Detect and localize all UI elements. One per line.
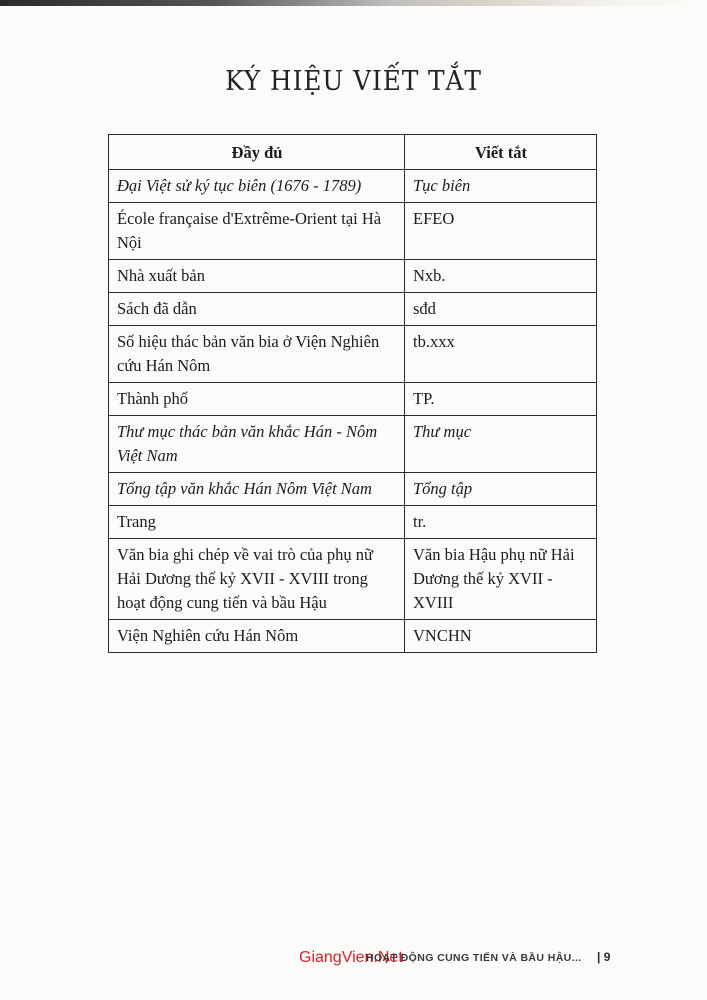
cell-full-name: Đại Việt sử ký tục biên (1676 - 1789): [109, 170, 405, 203]
cell-abbreviation: VNCHN: [405, 620, 597, 653]
table-row: [109, 383, 597, 416]
running-title: HOẠT ĐỘNG CUNG TIẾN VÀ BẦU HẬU...: [366, 952, 582, 964]
table-row: [109, 260, 597, 293]
cell-full-name: Trang: [109, 506, 405, 539]
cell-full-name: Số hiệu thác bản văn bia ở Viện Nghiên cứu Hán Nôm: [109, 326, 405, 383]
cell-full-name: Sách đã dẫn: [109, 293, 405, 326]
abbreviation-table: [108, 134, 597, 653]
table-row: [109, 416, 597, 473]
page-number: | 9: [597, 950, 611, 964]
cell-abbreviation: tr.: [405, 506, 597, 539]
table-row: [109, 326, 597, 383]
cell-full-name: Nhà xuất bản: [109, 260, 405, 293]
cell-abbreviation: Tổng tập: [405, 473, 597, 506]
table-row: [109, 506, 597, 539]
page-title: KÝ HIỆU VIẾT TẮT: [225, 66, 482, 97]
cell-abbreviation: TP.: [405, 383, 597, 416]
cell-abbreviation: sđd: [405, 293, 597, 326]
table-row: [109, 203, 597, 260]
header-abbreviation: Viết tắt: [405, 135, 597, 170]
table-row: [109, 293, 597, 326]
table-row: [109, 170, 597, 203]
cell-abbreviation: tb.xxx: [405, 326, 597, 383]
table-row: [109, 539, 597, 620]
top-edge-strip: [0, 0, 707, 6]
cell-abbreviation: Tục biên: [405, 170, 597, 203]
cell-abbreviation: Văn bia Hậu phụ nữ Hải Dương thế kỷ XVII - XVIII: [405, 539, 597, 620]
cell-abbreviation: Thư mục: [405, 416, 597, 473]
table-header-row: [109, 135, 597, 170]
cell-full-name: Viện Nghiên cứu Hán Nôm: [109, 620, 405, 653]
cell-full-name: Tổng tập văn khắc Hán Nôm Việt Nam: [109, 473, 405, 506]
cell-full-name: Văn bia ghi chép về vai trò của phụ nữ Hải Dương thế kỷ XVII - XVIII trong hoạt động cung tiến và bầu Hậu: [109, 539, 405, 620]
header-full-name: Đầy đủ: [109, 135, 405, 170]
table-row: [109, 473, 597, 506]
watermark-text: GiangVien.Net: [299, 949, 403, 966]
table-row: [109, 620, 597, 653]
cell-full-name: Thư mục thác bản văn khắc Hán - Nôm Việt Nam: [109, 416, 405, 473]
cell-abbreviation: EFEO: [405, 203, 597, 260]
cell-full-name: École française d'Extrême-Orient tại Hà Nội: [109, 203, 405, 260]
cell-full-name: Thành phố: [109, 383, 405, 416]
cell-abbreviation: Nxb.: [405, 260, 597, 293]
